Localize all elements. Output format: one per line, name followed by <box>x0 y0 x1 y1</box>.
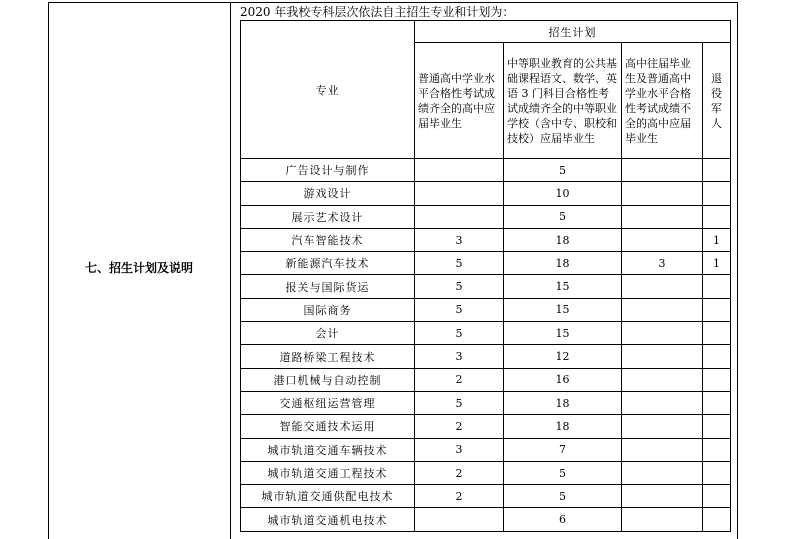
cell-col-3 <box>622 391 703 414</box>
cell-col-1: 5 <box>415 275 504 298</box>
table-row <box>241 298 731 321</box>
cell-col-2: 16 <box>504 368 622 391</box>
cell-col-2: 18 <box>504 415 622 438</box>
cell-col-2: 18 <box>504 391 622 414</box>
cell-col-4 <box>703 275 731 298</box>
major-cell: 城市轨道交通工程技术 <box>241 461 415 484</box>
column-header-4: 退役军人 <box>703 43 731 159</box>
cell-col-4: 1 <box>703 252 731 275</box>
table-row <box>241 368 731 391</box>
major-cell: 会计 <box>241 322 415 345</box>
table-row <box>241 252 731 275</box>
cell-col-1: 5 <box>415 391 504 414</box>
major-cell: 港口机械与自动控制 <box>241 368 415 391</box>
cell-col-4 <box>703 298 731 321</box>
table-row <box>241 159 731 182</box>
cell-col-3: 3 <box>622 252 703 275</box>
major-cell: 国际商务 <box>241 298 415 321</box>
cell-col-3 <box>622 228 703 251</box>
cell-col-1: 3 <box>415 438 504 461</box>
cell-col-4 <box>703 438 731 461</box>
column-divider <box>230 2 231 539</box>
cell-col-1 <box>415 159 504 182</box>
cell-col-2: 15 <box>504 298 622 321</box>
cell-col-4 <box>703 345 731 368</box>
cell-col-4 <box>703 461 731 484</box>
cell-col-1: 2 <box>415 461 504 484</box>
cell-col-4: 1 <box>703 228 731 251</box>
table-row <box>241 438 731 461</box>
cell-col-2: 10 <box>504 182 622 205</box>
table-row <box>241 275 731 298</box>
cell-col-1: 2 <box>415 368 504 391</box>
cell-col-3 <box>622 415 703 438</box>
cell-col-2: 15 <box>504 322 622 345</box>
cell-col-3 <box>622 461 703 484</box>
major-cell: 报关与国际货运 <box>241 275 415 298</box>
group-header: 招生计划 <box>415 21 731 43</box>
cell-col-3 <box>622 298 703 321</box>
cell-col-1 <box>415 182 504 205</box>
column-header-2: 中等职业教育的公共基础课程语文、数学、英语 3 门科目合格性考试成绩齐全的中等职业学校（含中专、职校和技校）应届毕业生 <box>504 43 622 159</box>
cell-col-1: 2 <box>415 415 504 438</box>
column-header-1: 普通高中学业水平合格性考试成绩齐全的高中应届毕业生 <box>415 43 504 159</box>
cell-col-4 <box>703 322 731 345</box>
major-cell: 城市轨道交通机电技术 <box>241 508 415 531</box>
cell-col-1: 5 <box>415 322 504 345</box>
cell-col-4 <box>703 485 731 508</box>
table-row <box>241 345 731 368</box>
cell-col-3 <box>622 438 703 461</box>
cell-col-1: 5 <box>415 252 504 275</box>
cell-col-3 <box>622 159 703 182</box>
cell-col-4 <box>703 508 731 531</box>
cell-col-1: 2 <box>415 485 504 508</box>
cell-col-4 <box>703 159 731 182</box>
table-row <box>241 182 731 205</box>
cell-col-3 <box>622 485 703 508</box>
table-row <box>241 391 731 414</box>
enrollment-plan-table <box>240 20 731 532</box>
cell-col-4 <box>703 368 731 391</box>
major-header: 专业 <box>241 21 415 159</box>
table-row <box>241 508 731 531</box>
major-cell: 汽车智能技术 <box>241 228 415 251</box>
cell-col-4 <box>703 415 731 438</box>
major-cell: 城市轨道交通供配电技术 <box>241 485 415 508</box>
major-cell: 道路桥梁工程技术 <box>241 345 415 368</box>
cell-col-3 <box>622 275 703 298</box>
cell-col-3 <box>622 322 703 345</box>
cell-col-2: 15 <box>504 275 622 298</box>
cell-col-2: 12 <box>504 345 622 368</box>
cell-col-4 <box>703 182 731 205</box>
cell-col-3 <box>622 205 703 228</box>
column-header-3: 高中往届毕业生及普通高中学业水平合格性考试成绩不全的高中应届毕业生 <box>622 43 703 159</box>
cell-col-2: 18 <box>504 252 622 275</box>
cell-col-3 <box>622 508 703 531</box>
major-cell: 智能交通技术运用 <box>241 415 415 438</box>
table-row <box>241 228 731 251</box>
cell-col-1: 5 <box>415 298 504 321</box>
cell-col-2: 5 <box>504 205 622 228</box>
cell-col-1 <box>415 205 504 228</box>
cell-col-2: 6 <box>504 508 622 531</box>
major-cell: 游戏设计 <box>241 182 415 205</box>
cell-col-1: 3 <box>415 345 504 368</box>
table-row <box>241 485 731 508</box>
major-cell: 城市轨道交通车辆技术 <box>241 438 415 461</box>
cell-col-3 <box>622 368 703 391</box>
table-row <box>241 322 731 345</box>
section-label: 七、招生计划及说明 <box>84 261 193 275</box>
cell-col-4 <box>703 391 731 414</box>
cell-col-2: 5 <box>504 461 622 484</box>
cell-col-2: 7 <box>504 438 622 461</box>
cell-col-3 <box>622 182 703 205</box>
major-cell: 新能源汽车技术 <box>241 252 415 275</box>
major-cell: 交通枢纽运营管理 <box>241 391 415 414</box>
cell-col-2: 18 <box>504 228 622 251</box>
cell-col-1 <box>415 508 504 531</box>
major-cell: 展示艺术设计 <box>241 205 415 228</box>
cell-col-2: 5 <box>504 485 622 508</box>
major-cell: 广告设计与制作 <box>241 159 415 182</box>
cell-col-4 <box>703 205 731 228</box>
intro-text: 2020 年我校专科层次依法自主招生专业和计划为： <box>240 5 515 19</box>
cell-col-1: 3 <box>415 228 504 251</box>
table-row <box>241 205 731 228</box>
table-row <box>241 461 731 484</box>
table-body <box>241 159 731 532</box>
cell-col-2: 5 <box>504 159 622 182</box>
table-row <box>241 415 731 438</box>
cell-col-3 <box>622 345 703 368</box>
